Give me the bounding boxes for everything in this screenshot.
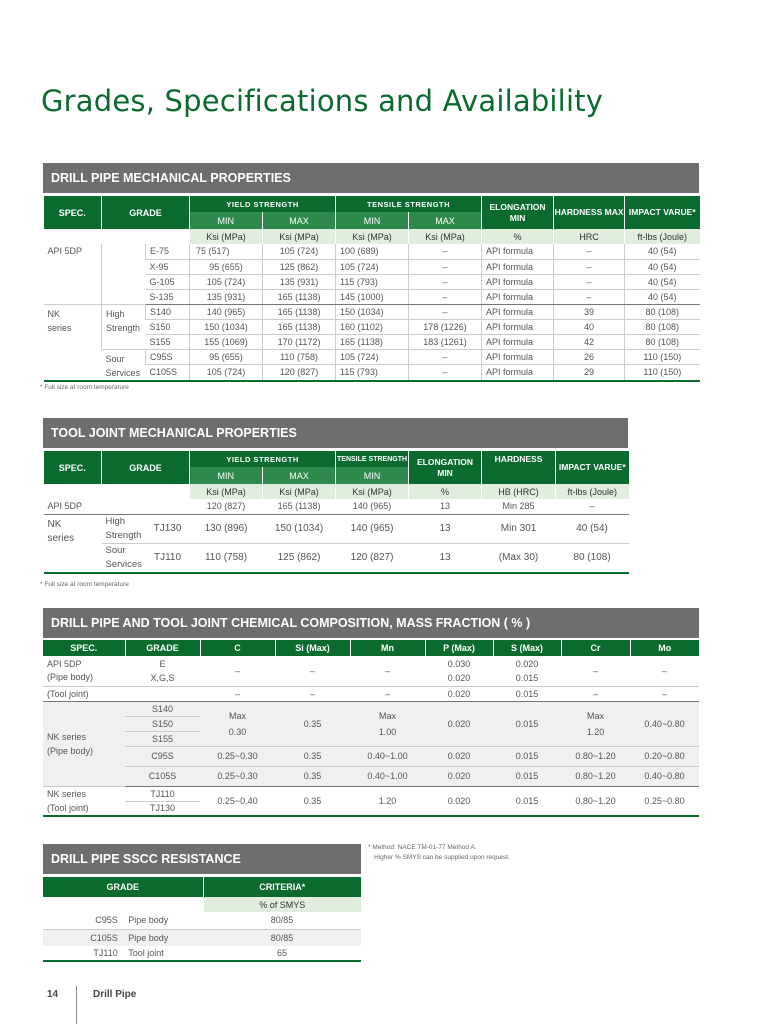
cell: 110 (150) — [625, 349, 700, 365]
cell: 165 (1138) — [336, 334, 409, 349]
spec-line1: NK series — [47, 788, 87, 799]
table-row — [44, 349, 700, 365]
spec-nk-line1: NK — [47, 308, 61, 319]
col-grade: GRADE — [102, 451, 190, 484]
cell-line2: 0.30 — [228, 726, 247, 737]
cell: 0.35 — [275, 766, 350, 786]
grade-code: C95S — [95, 915, 118, 926]
cell — [200, 701, 275, 746]
col-hardness: HARDNESS — [482, 451, 556, 484]
cell: 80 (108) — [556, 543, 629, 573]
sub-high-strength — [102, 514, 146, 543]
cell: 150 (1034) — [263, 514, 336, 543]
unit-impact: ft-lbs (Joule) — [625, 229, 700, 244]
cell: 0.80~1.20 — [561, 786, 630, 816]
cell: 130 (896) — [190, 514, 263, 543]
cell: 165 (1138) — [263, 319, 336, 334]
cell: – — [200, 656, 275, 686]
cell: 145 (1000) — [336, 289, 409, 304]
sscc-resistance-table — [43, 877, 361, 962]
grade-type: Pipe body — [128, 915, 169, 926]
page-title: Grades, Specifications and Availability — [41, 84, 604, 118]
cell: 0.25~0.30 — [200, 746, 275, 766]
col-hardness: HARDNESS MAX — [554, 196, 625, 229]
cell: – — [561, 656, 630, 686]
cell: 140 (965) — [190, 304, 263, 319]
grade-type: Pipe body — [128, 932, 169, 943]
sub-line2: Strength — [106, 322, 141, 333]
unit-tmax: Ksi (MPa) — [409, 229, 482, 244]
sub-line1: Sour — [105, 544, 126, 556]
cell: API formula — [482, 304, 554, 319]
table-row — [43, 786, 699, 801]
cell-line2: 1.00 — [378, 726, 397, 737]
cell: 0.35 — [275, 746, 350, 766]
cell: 150 (1034) — [190, 319, 263, 334]
sub-line1: High — [105, 515, 126, 527]
cell: 13 — [409, 499, 482, 514]
table-row — [43, 766, 699, 786]
cell: 39 — [554, 304, 625, 319]
tool-joint-mechanical-section — [43, 418, 628, 574]
cell: – — [630, 656, 699, 686]
cell: 65 — [203, 946, 361, 961]
cell: – — [561, 686, 630, 701]
sscc-note-line2: Higher % SMYS can be supplied upon request. — [374, 854, 510, 861]
sscc-note-line1: * Method: NACE TM-01-77 Method A. — [368, 844, 477, 851]
table-row — [44, 244, 700, 259]
cell: 0.015 — [493, 786, 561, 816]
cell: 80/85 — [270, 932, 294, 943]
grade: TJ110 — [146, 543, 190, 573]
cell: 120 (827) — [336, 543, 409, 573]
cell: 75 (517) — [196, 246, 230, 257]
cell: 95 (655) — [190, 349, 263, 365]
cell: 165 (1138) — [263, 304, 336, 319]
grade: S140 — [146, 304, 190, 319]
unit-tmin: Ksi (MPa) — [336, 484, 409, 499]
cell: 125 (862) — [263, 543, 336, 573]
unit-ymax: Ksi (MPa) — [263, 484, 336, 499]
footer-divider — [76, 986, 77, 1024]
cell: – — [554, 244, 625, 259]
cell-line1: Max — [228, 710, 246, 721]
grade: C105S — [125, 766, 200, 786]
cell: 29 — [554, 365, 625, 381]
chemical-composition-table — [43, 640, 699, 817]
section-title: TOOL JOINT MECHANICAL PROPERTIES — [43, 418, 628, 448]
sub-line2: Services — [105, 367, 141, 378]
cell: 13 — [409, 543, 482, 573]
cell-line1: 0.030 — [447, 658, 471, 669]
cell: 42 — [554, 334, 625, 349]
col-impact: IMPACT VARUE* — [625, 196, 700, 229]
unit-ymin: Ksi (MPa) — [190, 229, 263, 244]
cell: 135 (931) — [190, 289, 263, 304]
cell: 0.020 — [425, 686, 493, 701]
table-row — [44, 514, 629, 543]
sscc-resistance-section — [43, 844, 361, 962]
cell: 155 (1069) — [190, 334, 263, 349]
col-mo: Mo — [630, 640, 699, 656]
cell-line1: Max — [586, 710, 604, 721]
grade: C95S — [125, 746, 200, 766]
cell: 80 (108) — [625, 334, 700, 349]
cell: API formula — [482, 334, 554, 349]
cell: 160 (1102) — [336, 319, 409, 334]
cell: (Max 30) — [482, 543, 556, 573]
tool-footnote: * Full size at room temperature — [40, 581, 129, 588]
spec-api: API 5DP — [44, 499, 190, 514]
cell: 115 (793) — [336, 365, 409, 381]
footer-title: Drill Pipe — [93, 989, 137, 1000]
cell: – — [554, 274, 625, 289]
cell: 120 (827) — [190, 499, 263, 514]
section-title: DRILL PIPE MECHANICAL PROPERTIES — [43, 163, 699, 193]
cell: Min 285 — [482, 499, 556, 514]
col-c: C — [200, 640, 275, 656]
cell: API formula — [482, 289, 554, 304]
col-yield: YIELD STRENGTH — [190, 451, 336, 467]
table-row — [43, 701, 699, 716]
grade: S150 — [146, 319, 190, 334]
spec-nk — [44, 514, 102, 573]
cell-line2: 0.015 — [515, 672, 539, 683]
cell: 105 (724) — [263, 244, 336, 259]
unit-tmin: Ksi (MPa) — [336, 229, 409, 244]
cell: 0.015 — [493, 686, 561, 701]
cell: 110 (758) — [263, 349, 336, 365]
col-mn: Mn — [350, 640, 425, 656]
cell: – — [554, 259, 625, 274]
col-tensile-min: MIN — [336, 467, 409, 484]
cell: 80/85 — [203, 912, 361, 929]
col-elongation: ELONGATION MIN — [409, 451, 482, 484]
table-row — [43, 929, 361, 946]
spec-line1: NK series — [47, 731, 87, 742]
cell: 40 — [554, 319, 625, 334]
spec-nk — [44, 304, 102, 381]
cell: 1.20 — [350, 786, 425, 816]
cell: 105 (724) — [190, 274, 263, 289]
cell: 110 (758) — [190, 543, 263, 573]
grade-code: TJ110 — [93, 948, 118, 958]
cell: API formula — [482, 274, 554, 289]
unit-elong: % — [482, 229, 554, 244]
col-grade: GRADE — [102, 196, 190, 229]
grade: S155 — [125, 731, 200, 746]
unit-ymin: Ksi (MPa) — [190, 484, 263, 499]
cell: – — [554, 289, 625, 304]
col-s: S (Max) — [493, 640, 561, 656]
cell — [561, 701, 630, 746]
cell: API formula — [482, 365, 554, 381]
cell: 95 (655) — [190, 259, 263, 274]
cell: 105 (724) — [336, 259, 409, 274]
cell: 0.015 — [493, 746, 561, 766]
spec-api — [43, 656, 125, 686]
table-row — [43, 946, 361, 961]
unit-impact: ft-lbs (Joule) — [556, 484, 629, 499]
cell — [350, 701, 425, 746]
grade: S140 — [125, 701, 200, 716]
unit-hardness: HB (HRC) — [482, 484, 556, 499]
sscc-note — [368, 843, 510, 863]
spec-line1: API 5DP — [47, 659, 82, 669]
cell: 0.40~1.00 — [350, 766, 425, 786]
col-p: P (Max) — [425, 640, 493, 656]
cell: – — [409, 274, 482, 289]
grade-type: Tool joint — [128, 948, 164, 958]
cell: 100 (689) — [336, 244, 409, 259]
col-tensile: TENSILE STRENGTH — [336, 196, 482, 212]
cell: – — [630, 686, 699, 701]
spec-line2: (Pipe body) — [47, 672, 94, 682]
cell: 140 (965) — [336, 499, 409, 514]
cell: – — [409, 259, 482, 274]
cell: 0.35 — [275, 786, 350, 816]
cell: 40 (54) — [556, 514, 629, 543]
spec-nk-line2: series — [47, 322, 72, 333]
sub-sour-services — [102, 349, 146, 381]
cell: 0.35 — [275, 701, 350, 746]
cell: 105 (724) — [190, 365, 263, 381]
cell: – — [556, 499, 629, 514]
cell-line1: Max — [378, 710, 396, 721]
cell — [493, 656, 561, 686]
table-row — [43, 686, 699, 701]
section-title: DRILL PIPE SSCC RESISTANCE — [43, 844, 361, 874]
grade: S150 — [125, 716, 200, 731]
cell: 26 — [554, 349, 625, 365]
col-spec: SPEC. — [44, 196, 102, 229]
col-yield-min: MIN — [190, 467, 263, 484]
cell: 0.20~0.80 — [630, 746, 699, 766]
col-tensile-min: MIN — [336, 212, 409, 229]
cell: 0.25~0.40 — [200, 786, 275, 816]
spec-line1: NK — [47, 518, 62, 530]
cell: 135 (931) — [263, 274, 336, 289]
table-row — [43, 656, 699, 686]
cell: 150 (1034) — [336, 304, 409, 319]
cell: 0.015 — [493, 766, 561, 786]
col-tensile: TENSILE STRENGTH — [336, 451, 409, 467]
cell: – — [275, 656, 350, 686]
grade — [125, 656, 200, 686]
grade: TJ110 — [125, 786, 200, 801]
cell: 120 (827) — [263, 365, 336, 381]
grade: C95S — [146, 349, 190, 365]
cell: API formula — [482, 244, 554, 259]
col-grade: GRADE — [43, 877, 203, 897]
cell: 0.25~0.30 — [200, 766, 275, 786]
spec-tool-joint: (Tool joint) — [43, 686, 125, 701]
cell: – — [275, 686, 350, 701]
spec-line2: (Tool joint) — [47, 802, 89, 813]
table-row — [44, 499, 629, 514]
drill-pipe-mechanical-section — [43, 163, 699, 382]
cell: 0.40~0.80 — [630, 766, 699, 786]
col-spec: SPEC. — [44, 451, 102, 484]
cell: – — [409, 304, 482, 319]
unit-elong: % — [409, 484, 482, 499]
grade: G-105 — [146, 274, 190, 289]
cell: 0.80~1.20 — [561, 766, 630, 786]
cell: 165 (1138) — [263, 499, 336, 514]
col-elongation: ELONGATION MIN — [482, 196, 554, 229]
unit-smys: % of SMYS — [203, 897, 361, 912]
page-number: 14 — [47, 989, 59, 1000]
spec-line2: series — [47, 532, 75, 544]
cell: 0.020 — [425, 701, 493, 746]
cell: 115 (793) — [336, 274, 409, 289]
cell — [425, 656, 493, 686]
grade: S155 — [146, 334, 190, 349]
sub-line2: Strength — [105, 529, 142, 541]
cell: 0.020 — [425, 766, 493, 786]
grade: TJ130 — [125, 801, 200, 816]
sub-line1: Sour — [105, 353, 125, 364]
grade — [43, 912, 203, 929]
cell: – — [409, 349, 482, 365]
cell: 40 (54) — [625, 259, 700, 274]
cell: 0.40~0.80 — [630, 701, 699, 746]
cell: – — [350, 656, 425, 686]
sub-high-strength — [102, 304, 146, 349]
cell: 0.015 — [493, 701, 561, 746]
grade: TJ130 — [146, 514, 190, 543]
col-yield-max: MAX — [263, 467, 336, 484]
spec-nk-pipe — [43, 701, 125, 786]
cell: 0.020 — [425, 746, 493, 766]
grade-line1: E — [159, 658, 166, 669]
cell: – — [409, 289, 482, 304]
cell: 165 (1138) — [263, 289, 336, 304]
grade: S-135 — [146, 289, 190, 304]
unit-ymax: Ksi (MPa) — [263, 229, 336, 244]
cell: 0.40~1.00 — [350, 746, 425, 766]
col-criteria: CRITERIA* — [203, 877, 361, 897]
cell: 0.80~1.20 — [561, 746, 630, 766]
col-spec: SPEC. — [43, 640, 125, 656]
cell: 178 (1226) — [409, 319, 482, 334]
table-row — [44, 543, 629, 573]
grade-code: C105S — [90, 932, 118, 943]
col-tensile-max: MAX — [409, 212, 482, 229]
section-title: DRILL PIPE AND TOOL JOINT CHEMICAL COMPOSITION, MASS FRACTION ( % ) — [43, 608, 699, 638]
table-row — [44, 304, 700, 319]
sub-sour-services — [102, 543, 146, 573]
col-yield-max: MAX — [263, 212, 336, 229]
sub-line1: High — [106, 308, 125, 319]
cell: 125 (862) — [263, 259, 336, 274]
mech-footnote: * Full size at room temperature — [40, 384, 129, 391]
table-row — [43, 912, 361, 929]
cell: API formula — [482, 259, 554, 274]
grade — [43, 946, 203, 961]
grade: X-95 — [146, 259, 190, 274]
cell: 140 (965) — [336, 514, 409, 543]
col-impact: IMPACT VARUE* — [556, 451, 629, 484]
cell: 13 — [409, 514, 482, 543]
cell-line2: 1.20 — [586, 726, 605, 737]
cell: 0.25~0.80 — [630, 786, 699, 816]
cell: 170 (1172) — [263, 334, 336, 349]
grade — [43, 929, 203, 946]
grade: C105S — [146, 365, 190, 381]
cell: – — [350, 686, 425, 701]
drill-pipe-mechanical-table — [43, 196, 700, 382]
col-cr: Cr — [561, 640, 630, 656]
unit-hardness: HRC — [554, 229, 625, 244]
col-yield: YIELD STRENGTH — [190, 196, 336, 212]
spec-api: API 5DP — [44, 244, 102, 304]
cell: Min 301 — [482, 514, 556, 543]
cell: API formula — [482, 349, 554, 365]
cell: – — [409, 365, 482, 381]
cell: API formula — [482, 319, 554, 334]
cell: 105 (724) — [336, 349, 409, 365]
cell: 40 (54) — [625, 289, 700, 304]
sub-line2: Services — [105, 558, 142, 570]
cell: 80 (108) — [625, 319, 700, 334]
cell: 40 (54) — [625, 244, 700, 259]
cell: 40 (54) — [625, 274, 700, 289]
grade: E-75 — [146, 244, 190, 259]
grade-line2: X,G,S — [150, 672, 175, 683]
table-row — [43, 746, 699, 766]
cell: – — [409, 244, 482, 259]
spec-nk-tool — [43, 786, 125, 816]
spec-line2: (Pipe body) — [47, 745, 94, 756]
cell: 183 (1261) — [409, 334, 482, 349]
chemical-composition-section — [43, 608, 699, 817]
col-grade: GRADE — [125, 640, 200, 656]
col-si: Si (Max) — [275, 640, 350, 656]
cell: 80 (108) — [625, 304, 700, 319]
cell: – — [200, 686, 275, 701]
cell-line1: 0.020 — [515, 658, 539, 669]
cell: 0.020 — [425, 786, 493, 816]
cell-line2: 0.020 — [447, 672, 471, 683]
col-yield-min: MIN — [190, 212, 263, 229]
tool-joint-mechanical-table — [43, 451, 629, 574]
cell: 110 (150) — [625, 365, 700, 381]
